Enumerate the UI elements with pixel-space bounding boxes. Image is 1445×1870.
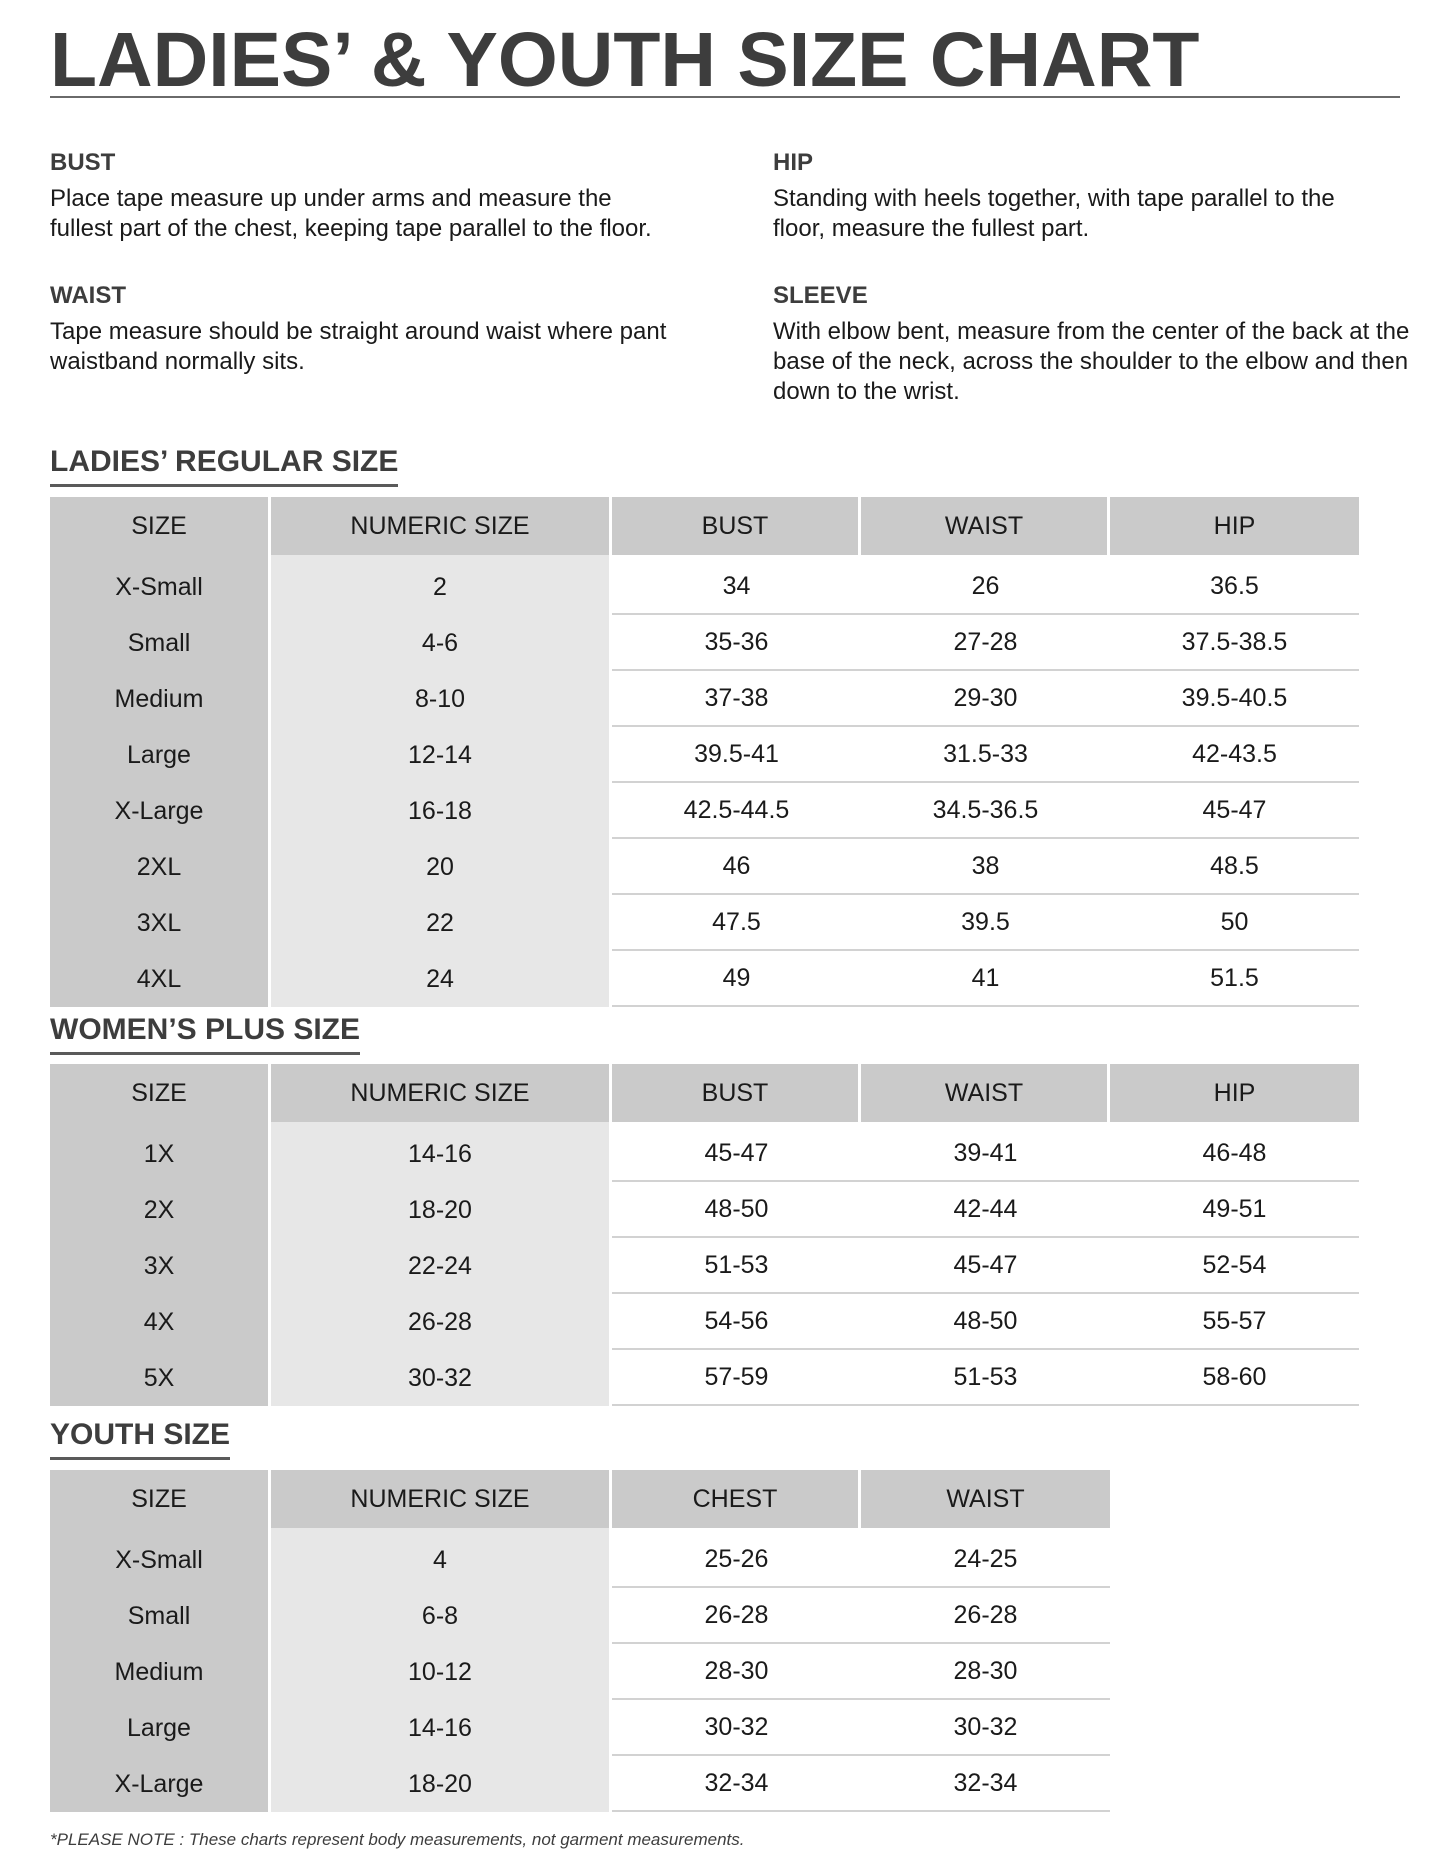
numeric-size-cell: 22-24 <box>271 1238 612 1294</box>
measurement-cell: 30-32 <box>861 1700 1110 1756</box>
measurement-cell: 52-54 <box>1110 1238 1359 1294</box>
numeric-size-cell: 22 <box>271 895 612 951</box>
measurement-cell: 42.5-44.5 <box>612 783 861 839</box>
numeric-size-cell: 12-14 <box>271 727 612 783</box>
table-row <box>50 1588 1110 1644</box>
hip-heading: HIP <box>773 149 814 176</box>
table-row <box>50 615 1359 671</box>
measurement-cell: 28-30 <box>861 1644 1110 1700</box>
numeric-size-cell: 18-20 <box>271 1182 612 1238</box>
numeric-size-cell: 26-28 <box>271 1294 612 1350</box>
waist-guide <box>50 283 670 377</box>
measurement-cell: 54-56 <box>612 1294 861 1350</box>
plus-section-title: WOMEN’S PLUS SIZE <box>50 1013 360 1055</box>
size-cell: X-Large <box>50 783 271 839</box>
size-cell: X-Small <box>50 555 271 615</box>
column-header: BUST <box>612 1064 861 1122</box>
measurement-cell: 42-43.5 <box>1110 727 1359 783</box>
measurement-cell: 51.5 <box>1110 951 1359 1007</box>
numeric-size-cell: 10-12 <box>271 1644 612 1700</box>
measurement-cell: 55-57 <box>1110 1294 1359 1350</box>
column-header: SIZE <box>50 1470 271 1528</box>
numeric-size-cell: 2 <box>271 555 612 615</box>
bust-heading: BUST <box>50 149 116 176</box>
measurement-cell: 36.5 <box>1110 555 1359 615</box>
measurement-cell: 48-50 <box>612 1182 861 1238</box>
measurement-cell: 39.5 <box>861 895 1110 951</box>
measurement-cell: 31.5-33 <box>861 727 1110 783</box>
size-cell: 3X <box>50 1238 271 1294</box>
table-row <box>50 1122 1359 1182</box>
page-title: LADIES’ & YOUTH SIZE CHART <box>50 17 1200 103</box>
measurement-cell: 37-38 <box>612 671 861 727</box>
measurement-cell: 25-26 <box>612 1528 861 1588</box>
table-row <box>50 555 1359 615</box>
plus-size-table <box>50 1064 1359 1406</box>
ladies-size-table <box>50 497 1359 1007</box>
measurement-cell: 28-30 <box>612 1644 861 1700</box>
table-row <box>50 895 1359 951</box>
numeric-size-cell: 14-16 <box>271 1700 612 1756</box>
size-cell: Small <box>50 1588 271 1644</box>
numeric-size-cell: 4-6 <box>271 615 612 671</box>
numeric-size-cell: 4 <box>271 1528 612 1588</box>
numeric-size-cell: 14-16 <box>271 1122 612 1182</box>
measurement-cell: 48-50 <box>861 1294 1110 1350</box>
column-header: NUMERIC SIZE <box>271 497 612 555</box>
measurement-cell: 37.5-38.5 <box>1110 615 1359 671</box>
measurement-cell: 39.5-40.5 <box>1110 671 1359 727</box>
column-header: HIP <box>1110 497 1359 555</box>
measurement-cell: 48.5 <box>1110 839 1359 895</box>
numeric-size-cell: 24 <box>271 951 612 1007</box>
measurement-cell: 42-44 <box>861 1182 1110 1238</box>
measurement-cell: 35-36 <box>612 615 861 671</box>
measurement-cell: 51-53 <box>861 1350 1110 1406</box>
table-row <box>50 1182 1359 1238</box>
measurement-cell: 34 <box>612 555 861 615</box>
measurement-cell: 39-41 <box>861 1122 1110 1182</box>
measurement-cell: 27-28 <box>861 615 1110 671</box>
measurement-cell: 24-25 <box>861 1528 1110 1588</box>
hip-instructions: Standing with heels together, with tape parallel to the floor, measure the fullest part. <box>773 185 1335 243</box>
column-header: SIZE <box>50 497 271 555</box>
table-row <box>50 1294 1359 1350</box>
measurement-cell: 32-34 <box>861 1756 1110 1812</box>
measurement-cell: 50 <box>1110 895 1359 951</box>
size-cell: 4X <box>50 1294 271 1350</box>
numeric-size-cell: 6-8 <box>271 1588 612 1644</box>
table-row <box>50 727 1359 783</box>
ladies-header-row <box>50 497 1359 555</box>
measurement-cell: 26-28 <box>861 1588 1110 1644</box>
measurement-cell: 29-30 <box>861 671 1110 727</box>
youth-size-table <box>50 1470 1110 1812</box>
column-header: WAIST <box>861 497 1110 555</box>
table-row <box>50 783 1359 839</box>
waist-heading: WAIST <box>50 282 126 309</box>
measurement-cell: 32-34 <box>612 1756 861 1812</box>
column-header: NUMERIC SIZE <box>271 1064 612 1122</box>
youth-header-row <box>50 1470 1110 1528</box>
measurement-cell: 45-47 <box>1110 783 1359 839</box>
measurement-cell: 45-47 <box>861 1238 1110 1294</box>
numeric-size-cell: 20 <box>271 839 612 895</box>
measurement-cell: 30-32 <box>612 1700 861 1756</box>
table-row <box>50 1700 1110 1756</box>
measurement-cell: 49 <box>612 951 861 1007</box>
sleeve-heading: SLEEVE <box>773 282 868 309</box>
size-cell: Medium <box>50 1644 271 1700</box>
measurement-cell: 57-59 <box>612 1350 861 1406</box>
table-row <box>50 1644 1110 1700</box>
ladies-section-title: LADIES’ REGULAR SIZE <box>50 445 398 487</box>
bust-guide <box>50 150 670 244</box>
column-header: HIP <box>1110 1064 1359 1122</box>
column-header: NUMERIC SIZE <box>271 1470 612 1528</box>
youth-section-title: YOUTH SIZE <box>50 1418 230 1460</box>
table-row <box>50 1238 1359 1294</box>
table-row <box>50 671 1359 727</box>
column-header: SIZE <box>50 1064 271 1122</box>
size-cell: 1X <box>50 1122 271 1182</box>
sleeve-instructions: With elbow bent, measure from the center of the back at the base of the neck, across the shoulder to the elbow and then down to the wrist. <box>773 318 1410 406</box>
measurement-cell: 38 <box>861 839 1110 895</box>
table-row <box>50 951 1359 1007</box>
measurement-cell: 51-53 <box>612 1238 861 1294</box>
column-header: WAIST <box>861 1470 1110 1528</box>
numeric-size-cell: 30-32 <box>271 1350 612 1406</box>
measurement-cell: 34.5-36.5 <box>861 783 1110 839</box>
size-cell: 2XL <box>50 839 271 895</box>
size-cell: 5X <box>50 1350 271 1406</box>
measurement-cell: 26-28 <box>612 1588 861 1644</box>
size-cell: Large <box>50 1700 271 1756</box>
sleeve-guide <box>773 283 1413 407</box>
numeric-size-cell: 16-18 <box>271 783 612 839</box>
table-row <box>50 1756 1110 1812</box>
table-row <box>50 1350 1359 1406</box>
plus-header-row <box>50 1064 1359 1122</box>
bust-instructions: Place tape measure up under arms and measure the fullest part of the chest, keeping tape parallel to the floor. <box>50 185 652 243</box>
measurement-cell: 46 <box>612 839 861 895</box>
measurement-note: *PLEASE NOTE : These charts represent body measurements, not garment measurements. <box>50 1830 745 1849</box>
size-cell: Small <box>50 615 271 671</box>
size-cell: 3XL <box>50 895 271 951</box>
measurement-cell: 49-51 <box>1110 1182 1359 1238</box>
hip-guide <box>773 150 1393 244</box>
size-cell: Large <box>50 727 271 783</box>
table-row <box>50 1528 1110 1588</box>
column-header: CHEST <box>612 1470 861 1528</box>
measurement-cell: 58-60 <box>1110 1350 1359 1406</box>
size-cell: X-Small <box>50 1528 271 1588</box>
size-cell: 2X <box>50 1182 271 1238</box>
measurement-cell: 26 <box>861 555 1110 615</box>
size-cell: 4XL <box>50 951 271 1007</box>
table-row <box>50 839 1359 895</box>
numeric-size-cell: 8-10 <box>271 671 612 727</box>
measurement-cell: 41 <box>861 951 1110 1007</box>
measurement-cell: 47.5 <box>612 895 861 951</box>
column-header: BUST <box>612 497 861 555</box>
measurement-cell: 46-48 <box>1110 1122 1359 1182</box>
size-cell: X-Large <box>50 1756 271 1812</box>
size-cell: Medium <box>50 671 271 727</box>
waist-instructions: Tape measure should be straight around waist where pant waistband normally sits. <box>50 318 667 376</box>
measurement-cell: 39.5-41 <box>612 727 861 783</box>
column-header: WAIST <box>861 1064 1110 1122</box>
measurement-cell: 45-47 <box>612 1122 861 1182</box>
numeric-size-cell: 18-20 <box>271 1756 612 1812</box>
title-divider <box>50 96 1400 98</box>
